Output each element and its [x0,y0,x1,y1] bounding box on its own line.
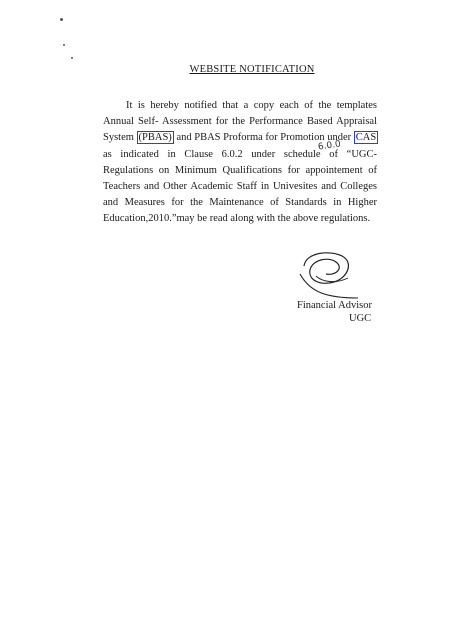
scan-speck [63,44,65,46]
body-line-6: Teachers and Other Academic Staff in Univesites and Colleges [103,181,377,192]
body-line-2: Annual Self- Assessment for the Performance Based Appraisal [103,116,377,127]
cas-highlight: CAS [355,132,377,143]
handwritten-annotation: 6.0.0 [317,139,342,153]
notification-title: WEBSITE NOTIFICATION [189,64,315,75]
body-line-5: Regulations on Minimum Qualifications for appointement of [103,165,377,176]
signature [296,248,366,300]
body-text: System [103,132,134,143]
signatory-designation: Financial Advisor [297,300,372,311]
scan-speck [71,57,73,59]
body-line-7: and Measures for the Maintenance of Standards in Higher [103,197,377,208]
body-line-1: It is hereby notified that a copy each of the templates [126,100,377,111]
body-line-8: Education,2010.”may be read along with the above regulations. [103,213,371,224]
signatory-organization: UGC [349,313,372,324]
scan-speck [60,18,63,21]
body-line-4: as indicated in Clause 6.0.2 under schedule of “UGC- [103,149,377,160]
pbas-highlight: (PBAS) [138,132,172,143]
body-text: and PBAS Proforma for Promotion under [176,132,352,143]
